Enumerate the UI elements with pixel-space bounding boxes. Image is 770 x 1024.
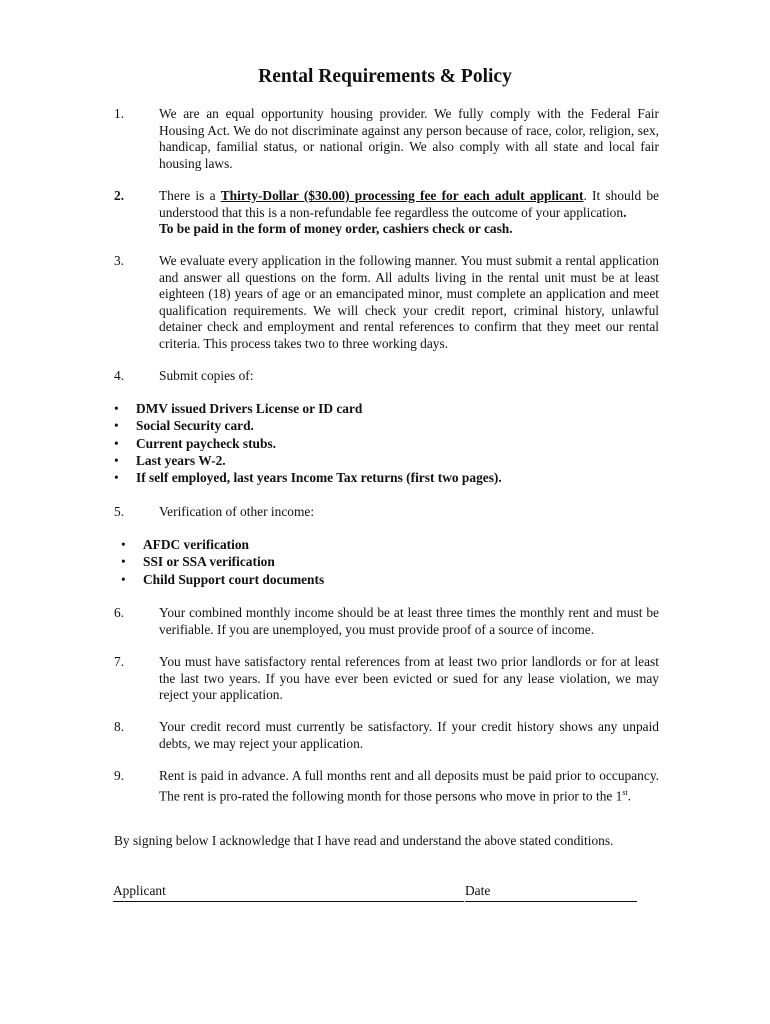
date-line[interactable] bbox=[465, 883, 637, 902]
document-title: Rental Requirements & Policy bbox=[258, 66, 512, 87]
policy-item-7 bbox=[114, 654, 659, 704]
policy-item-3 bbox=[114, 253, 659, 352]
item-number: 6. bbox=[114, 605, 125, 620]
policy-item-9 bbox=[114, 768, 659, 804]
policy-item-1 bbox=[114, 106, 659, 172]
item-number: 8. bbox=[114, 719, 125, 734]
rental-policy-document: Rental Requirements & Policy 1. We are an equal opportunity housing provider. We fully comply with the Federal Fair Housing Act. We do not discriminate against any person because of race, color, religion, sex, handicap, familial status, or national origin. We also comply with all state and local fair housing laws. 2. There is a Thirty-Dollar ($30.00) processing fee for each adult applicant. It should be understood that this is a non-refundable fee regardless the outcome of your application. To be paid in the form of money order, cashiers check or cash. 3. We evaluate every application in the following manner. You must submit a rental application and answer all questions on the form. All adults living in the rental unit must be at least eighteen (18) years of age or an emancipated minor, must complete an application and meet qualification requirements. We will check your credit report, criminal history, unlawful detainer check and employment and rental references to confirm that they meet our rental criteria. This process takes two to three working days. 4. Submit copies of: • DMV issued Drivers License or ID card • Social Security card. • Current paycheck stubs. • Last years W-2. • If self employed, last years Income Tax returns (first two pages). 5. Verification of other income: • AFDC verification • SSI or SSA verification • Child Support court documents 6. Your combined monthly income should be at least three times the monthly rent and must be verifiable. If you are unemployed, you must provide proof of a source of income. 7. You must have satisfactory rental references from at least two prior landlords or for at least the last two years. If you have ever been evicted or sued for any lease violation, we may reject your application. 8. Your credit record must currently be satisfactory. If your credit history shows any unpaid debts, we may reject your application. 9. Rent is paid in advance. A full months rent and all deposits must be paid prior to occupancy. The rent is pro-rated the following month for those persons who move in prior to the 1st. By signing below I acknowledge that I have read and understand the above stated conditions. Applicant Date bbox=[0, 0, 770, 1024]
item-text: You must have satisfactory rental references from at least two prior landlords or for at least the last two years. If you have ever been evicted or sued for any lease violation, we may reject your application. bbox=[159, 654, 659, 702]
fee-note: . It should be understood that this is a non-refundable fee regardless the outcome of your application bbox=[159, 188, 659, 220]
item-text: Submit copies of: bbox=[159, 368, 254, 383]
fee-period: . bbox=[623, 204, 627, 220]
bullet-icon: • bbox=[121, 554, 126, 569]
item-number: 3. bbox=[114, 253, 125, 268]
item-text: Your combined monthly income should be at least three times the monthly rent and must be verifiable. If you are unemployed, you must provide proof of a source of income. bbox=[159, 605, 659, 637]
fee-intro: There is a bbox=[159, 188, 221, 203]
bullet-icon: • bbox=[121, 537, 126, 552]
policy-item-2 bbox=[114, 188, 659, 238]
item-text: We are an equal opportunity housing provider. We fully comply with the Federal Fair Housing Act. We do not discriminate against any person because of race, color, religion, sex, handicap, familial status, or national origin. We also comply with all state and local fair housing laws. bbox=[159, 106, 659, 171]
applicant-label: Applicant bbox=[113, 883, 166, 898]
policy-item-5 bbox=[114, 504, 659, 521]
date-label: Date bbox=[465, 883, 491, 898]
item-number: 7. bbox=[114, 654, 125, 669]
item-text bbox=[159, 188, 659, 238]
fee-amount: Thirty-Dollar ($30.00) processing fee for each adult applicant bbox=[220, 188, 584, 203]
bullet-icon: • bbox=[114, 453, 119, 468]
item-number: 5. bbox=[114, 504, 125, 519]
policy-item-4 bbox=[114, 368, 659, 385]
item-text: Rent is paid in advance. A full months rent and all deposits must be paid prior to occupancy. The rent is pro-rated the following month for those persons who move in prior to the 1st. bbox=[159, 768, 659, 803]
item-text: Your credit record must currently be satisfactory. If your credit history shows any unpaid debts, we may reject your application. bbox=[159, 719, 659, 751]
item-number: 4. bbox=[114, 368, 125, 383]
bullet-icon: • bbox=[114, 418, 119, 433]
policy-item-8 bbox=[114, 719, 659, 752]
policy-item-6 bbox=[114, 605, 659, 638]
item-number: 9. bbox=[114, 768, 125, 783]
item-number: 1. bbox=[114, 106, 125, 121]
applicant-signature-line[interactable] bbox=[113, 883, 464, 902]
acknowledgement-text: By signing below I acknowledge that I have read and understand the above stated conditions. bbox=[114, 833, 614, 848]
item-text: Verification of other income: bbox=[159, 504, 315, 519]
item-number: 2. bbox=[114, 188, 125, 203]
bullet-icon: • bbox=[114, 401, 119, 416]
bullet-icon: • bbox=[114, 436, 119, 451]
bullet-icon: • bbox=[121, 572, 126, 587]
item-text: We evaluate every application in the following manner. You must submit a rental application and answer all questions on the form. All adults living in the rental unit must be at least eighteen (18) years of age or an emancipated minor, must complete an application and meet qualification requirements. We will check your credit report, criminal history, unlawful detainer check and employment and rental references to confirm that they meet our rental criteria. This process takes two to three working days. bbox=[159, 253, 659, 351]
ordinal-suffix: st bbox=[622, 787, 628, 797]
bullet-icon: • bbox=[114, 470, 119, 485]
payment-method: To be paid in the form of money order, cashiers check or cash. bbox=[159, 221, 513, 236]
